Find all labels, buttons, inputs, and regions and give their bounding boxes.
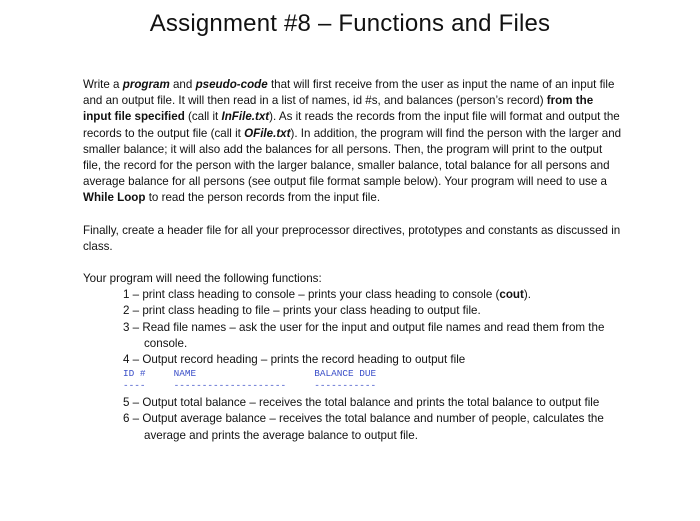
functions-intro: Your program will need the following functions:	[83, 272, 322, 286]
text: and	[169, 78, 196, 91]
functions-list	[83, 287, 623, 368]
record-heading-line1: ID # NAME BALANCE DUE	[123, 368, 377, 380]
page-title: Assignment #8 – Functions and Files	[149, 10, 551, 37]
list-item: 4 – Output record heading – prints the record heading to output file	[123, 353, 466, 367]
text: to read the person records from the input file.	[145, 191, 381, 205]
emphasis-input-file: from the input file specified	[83, 94, 594, 124]
emphasis-program: program	[122, 78, 170, 91]
record-heading-line2: ---- -------------------- -----------	[123, 380, 377, 392]
list-item: 6 – Output average balance – receives the total balance and number of people, calculates the average and prints the average balance to output file.	[123, 412, 604, 442]
emphasis-infile: InFile.txt	[221, 110, 270, 124]
text: ). As it reads the records from the input file will format and output the records to the output file (call it	[83, 110, 620, 140]
list-item	[123, 287, 623, 303]
functions-list-continued	[83, 395, 623, 444]
list-item: 2 – print class heading to file – prints your class heading to output file.	[123, 304, 481, 318]
text: that will first receive from the user as input the name of an input file and an output file. It will then read in a list of names, id #s, and balances (person’s record)	[83, 78, 615, 108]
document-body	[83, 77, 623, 444]
text: ).	[523, 288, 531, 302]
text: 1 – print class heading to console – prints your class heading to console (	[123, 288, 500, 302]
list-item: 3 – Read file names – ask the user for the input and output file names and read them from the console.	[123, 320, 605, 350]
paragraph-intro	[83, 77, 623, 207]
emphasis-pseudo-code: pseudo-code	[195, 78, 268, 91]
emphasis-while-loop: While Loop	[83, 191, 146, 205]
emphasis-ofile: OFile.txt	[244, 126, 291, 140]
list-item: 5 – Output total balance – receives the total balance and prints the total balance to output file	[123, 396, 600, 410]
text: (call it	[184, 110, 222, 124]
emphasis-cout: cout	[499, 288, 524, 302]
text: Write a	[83, 78, 123, 91]
text: ). In addition, the program will find the person with the larger and smaller balance; it will also add the balances for all persons. Then, the program will print to the output file, the record for the person with the larger balance, smaller balance, total balance for all persons and average balance for all persons (see output file format sample below). Your program will need to use a	[83, 126, 622, 189]
paragraph-header-file: Finally, create a header file for all your preprocessor directives, prototypes and constants as discussed in class.	[83, 223, 621, 253]
